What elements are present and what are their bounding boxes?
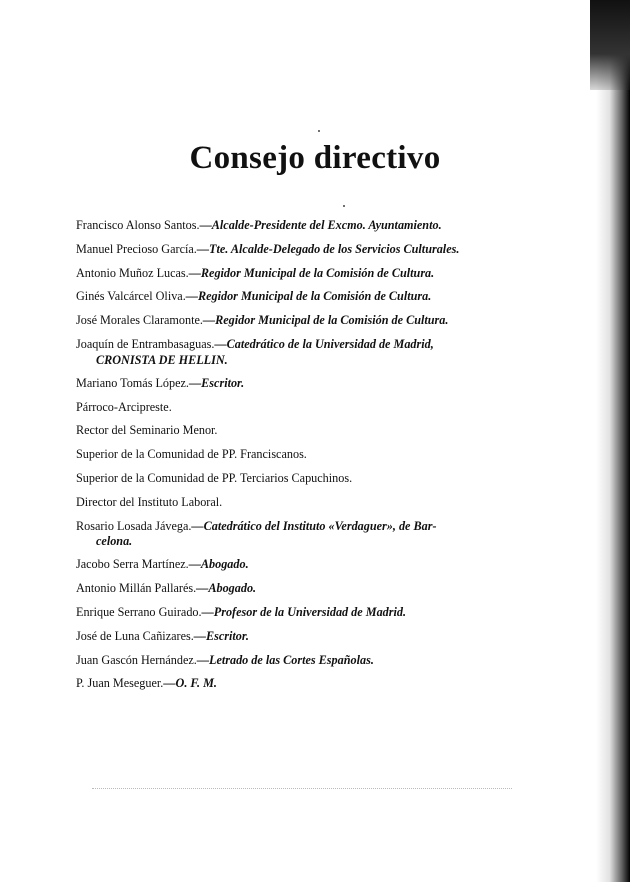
member-entry <box>76 491 526 515</box>
member-entry <box>76 601 526 625</box>
member-name: Director del Instituto Laboral. <box>76 494 223 509</box>
member-name: José Morales Claramonte. <box>76 313 203 328</box>
member-role: —Regidor Municipal de la Comisión de Cultura. <box>202 313 449 328</box>
member-name: Antonio Muñoz Lucas. <box>76 265 189 280</box>
member-name: P. Juan Meseguer. <box>76 676 164 691</box>
member-name: Antonio Millán Pallarés. <box>76 581 197 596</box>
member-entry <box>76 396 526 420</box>
member-role: —Profesor de la Universidad de Madrid. <box>201 604 407 619</box>
member-role: —Regidor Municipal de la Comisión de Cultura. <box>185 289 432 304</box>
member-entry <box>76 553 526 577</box>
member-role-continuation: celona. <box>96 534 133 549</box>
member-name: Mariano Tomás López. <box>76 375 189 390</box>
member-entry <box>76 649 526 673</box>
member-name: Francisco Alonso Santos. <box>76 218 200 232</box>
scan-edge-shadow <box>596 0 630 882</box>
member-role: —Alcalde-Presidente del Excmo. Ayuntamiento. <box>199 218 442 232</box>
member-entry <box>76 515 526 550</box>
member-role: —Escritor. <box>193 628 249 643</box>
member-role: —Regidor Municipal de la Comisión de Cultura. <box>188 265 435 280</box>
member-name: Jacobo Serra Martínez. <box>76 557 189 572</box>
scan-speck <box>343 205 345 207</box>
member-role: —Catedrático de la Universidad de Madrid, <box>214 336 434 351</box>
member-name: Ginés Valcárcel Oliva. <box>76 289 186 304</box>
footer-rule <box>92 788 512 789</box>
member-entry <box>76 577 526 601</box>
member-role: —Abogado. <box>188 557 249 572</box>
member-name: Manuel Precioso García. <box>76 241 197 256</box>
member-entry <box>76 419 526 443</box>
member-entry <box>76 443 526 467</box>
member-name: Rector del Seminario Menor. <box>76 423 218 438</box>
member-role: —Escritor. <box>188 375 245 390</box>
member-entry <box>76 333 526 368</box>
member-role: —Catedrático del Instituto «Verdaguer», de Bar- <box>191 518 437 533</box>
member-name: Joaquín de Entrambasaguas. <box>76 336 215 351</box>
member-name: Enrique Serrano Guirado. <box>76 604 202 619</box>
member-role: —O. F. M. <box>163 676 217 691</box>
member-name: Párroco-Arcipreste. <box>76 399 172 414</box>
member-name: Superior de la Comunidad de PP. Terciarios Capuchinos. <box>76 470 353 485</box>
member-entry <box>76 467 526 491</box>
scan-speck <box>318 130 320 132</box>
member-role: —Abogado. <box>196 581 257 596</box>
member-role: —Tte. Alcalde-Delegado de los Servicios Culturales. <box>196 241 460 256</box>
member-name: Rosario Losada Jávega. <box>76 518 192 533</box>
scan-edge-corner <box>590 0 630 90</box>
member-entry <box>76 238 526 262</box>
page-title: Consejo directivo <box>189 140 441 176</box>
member-entry <box>76 372 526 396</box>
member-list <box>76 214 526 696</box>
member-role: —Letrado de las Cortes Españolas. <box>196 652 374 667</box>
member-name: José de Luna Cañizares. <box>76 628 194 643</box>
member-entry <box>76 309 526 333</box>
member-entry <box>76 672 526 696</box>
member-name: Superior de la Comunidad de PP. Franciscanos. <box>76 447 307 462</box>
member-role-continuation: CRONISTA DE HELLIN. <box>96 352 228 367</box>
member-name: Juan Gascón Hernández. <box>76 652 197 667</box>
member-entry <box>76 285 526 309</box>
member-entry <box>76 262 526 286</box>
member-entry <box>76 625 526 649</box>
member-entry <box>76 214 526 238</box>
